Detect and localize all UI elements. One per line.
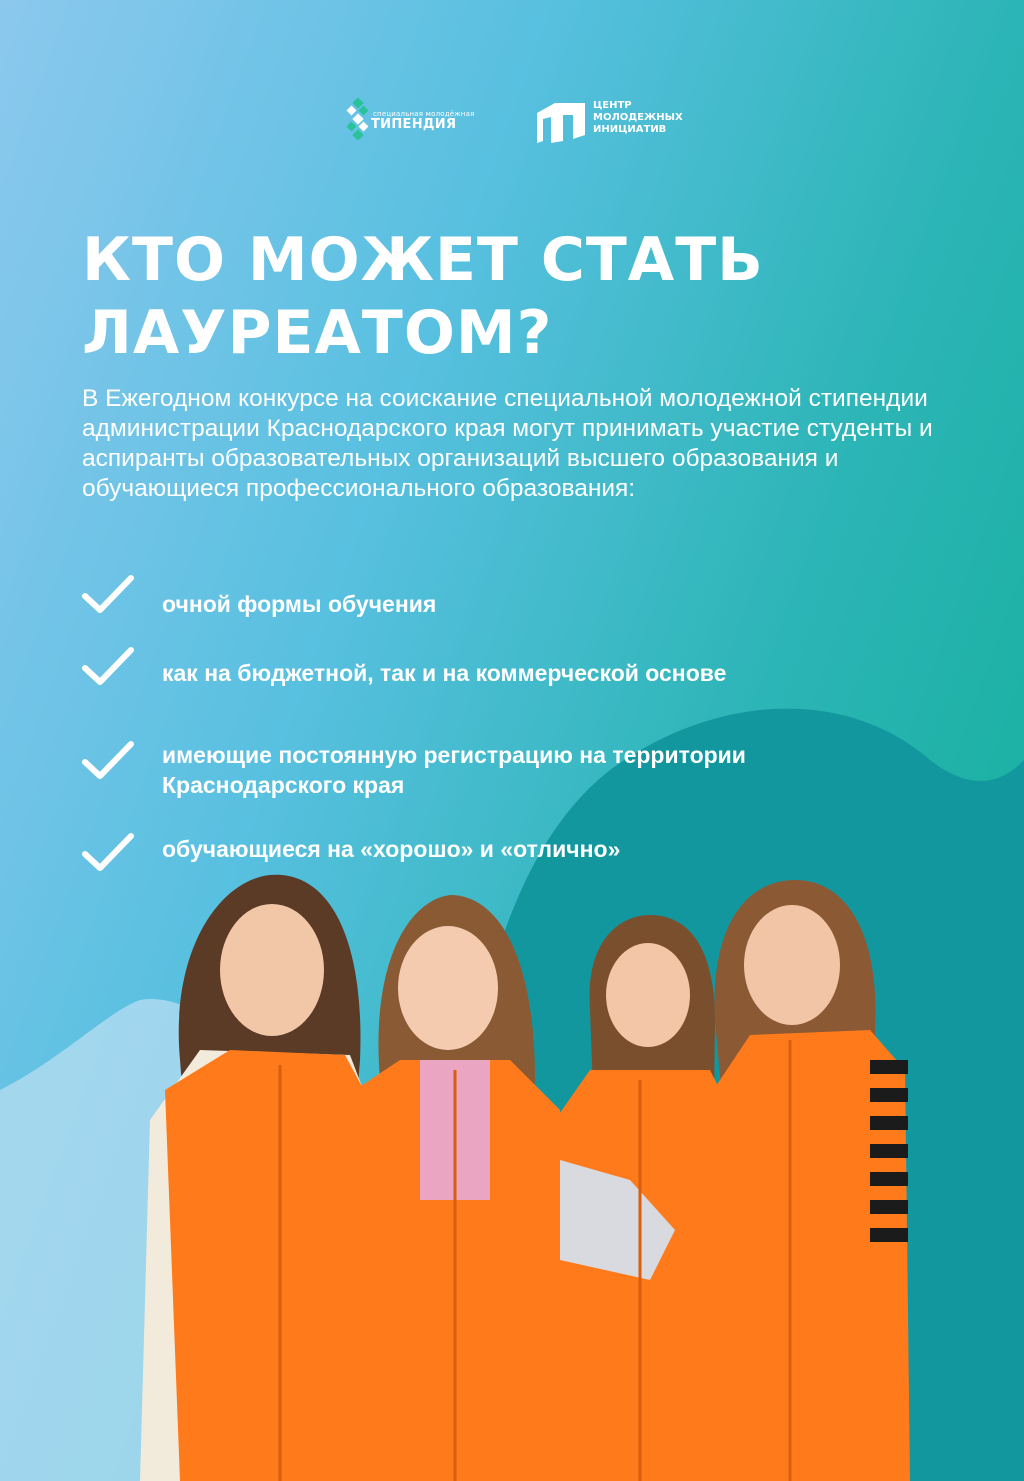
student-4	[700, 880, 910, 1481]
check-icon	[80, 828, 136, 876]
intro-paragraph: В Ежегодном конкурсе на соискание специальной молодежной стипендии администрации Краснодарского края могут принимать участие студенты и аспиранты образовательных организаций высшего образования и обучающиеся профессионального образования:	[82, 385, 933, 502]
stipend-logo	[345, 97, 485, 143]
page-title-line-1: КТО МОЖЕТ СТАТЬ	[82, 225, 764, 295]
youth-center-line-1: ЦЕНТР	[593, 100, 632, 111]
stipend-logo-subtitle: специальная молодёжная	[373, 110, 475, 118]
youth-center-logo	[533, 95, 703, 145]
criteria-text: имеющие постоянную регистрацию на территории Краснодарского края	[162, 742, 746, 798]
check-icon	[80, 642, 136, 690]
page-title	[82, 224, 982, 370]
stipend-logo-title: ТИПЕНДИЯ	[371, 117, 457, 132]
check-icon	[80, 570, 136, 618]
criteria-text: очной формы обучения	[162, 591, 437, 617]
diamond-logo-icon	[345, 97, 371, 143]
criteria-text: как на бюджетной, так и на коммерческой основе	[162, 660, 727, 686]
youth-center-line-3: ИНИЦИАТИВ	[593, 124, 667, 135]
youth-center-logo-icon	[533, 95, 589, 145]
criteria-text: обучающиеся на «хорошо» и «отлично»	[162, 836, 621, 862]
logo-group	[345, 95, 705, 150]
youth-center-line-2: МОЛОДЕЖНЫХ	[593, 112, 683, 123]
student-2	[350, 895, 565, 1481]
page-title-line-2: ЛАУРЕАТОМ?	[82, 298, 553, 368]
students-photo	[130, 860, 930, 1481]
check-icon	[80, 736, 136, 784]
